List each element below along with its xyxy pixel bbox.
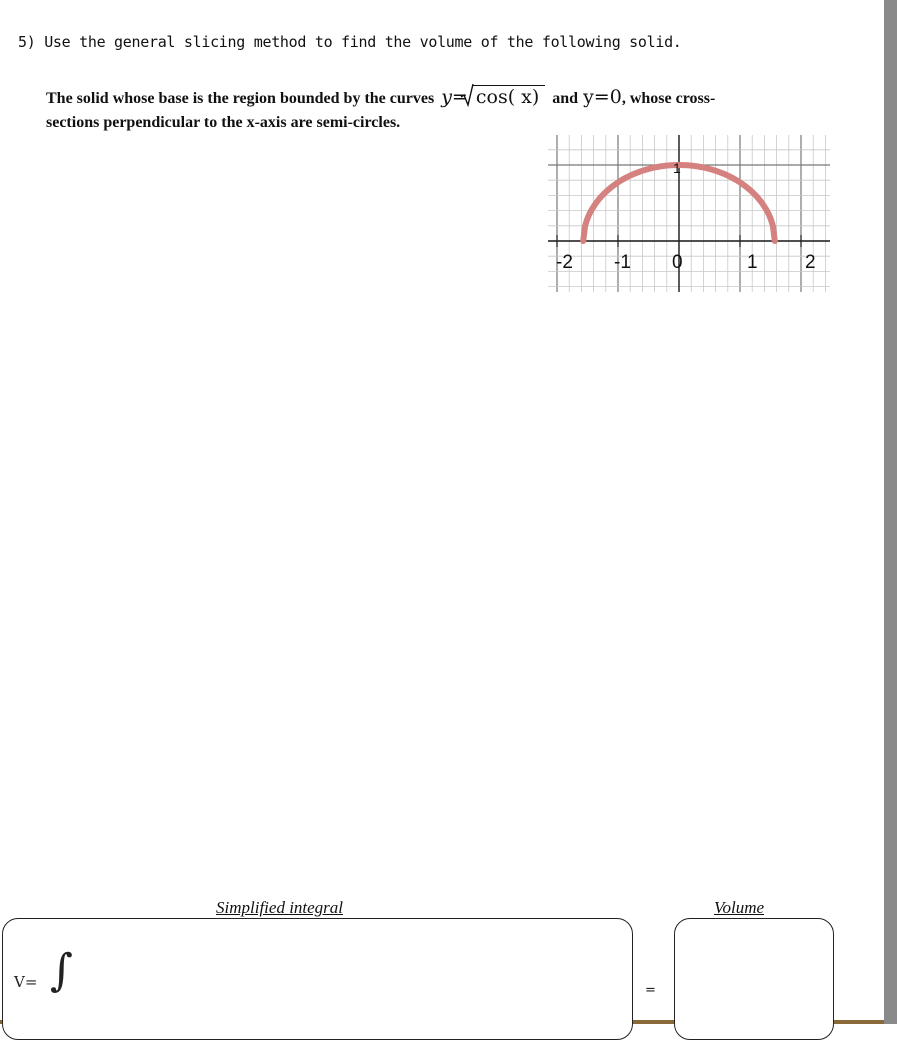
sqrt-icon — [460, 83, 474, 107]
volume-answer-box[interactable] — [674, 918, 834, 1040]
volume-label: Volume — [714, 898, 765, 917]
equation-y-zero: y=0 — [583, 86, 622, 108]
equals-sign: = — [645, 983, 656, 998]
question-heading: 5) Use the general slicing method to find the volume of the following solid. — [18, 33, 682, 51]
right-scrollbar-edge — [884, 0, 897, 1024]
and-word: and — [552, 90, 579, 107]
description-line2: sections perpendicular to the x-axis are semi-circles. — [46, 114, 401, 131]
sqrt-expression — [468, 85, 545, 108]
tick-label-0: 0 — [672, 252, 683, 273]
equation-lhs: y= — [441, 86, 468, 108]
description-text: The solid whose base is the region bounded by the curves — [46, 90, 435, 107]
simplified-integral-label: Simplified integral — [216, 898, 344, 917]
radicand: cos( x) — [472, 85, 545, 108]
tick-label-neg2: -2 — [556, 252, 573, 273]
tick-label-2: 2 — [805, 252, 816, 273]
problem-description — [46, 85, 715, 113]
semicircle-graph — [548, 135, 830, 292]
integral-answer-box[interactable] — [2, 918, 633, 1040]
integral-sign: ∫ — [50, 945, 73, 996]
v-equals-label: V= — [14, 973, 38, 991]
tick-label-y1: 1 — [673, 160, 681, 176]
tick-label-1: 1 — [747, 252, 758, 273]
description-text-after: , whose cross- — [621, 90, 716, 107]
tick-label-neg1: -1 — [614, 252, 631, 273]
